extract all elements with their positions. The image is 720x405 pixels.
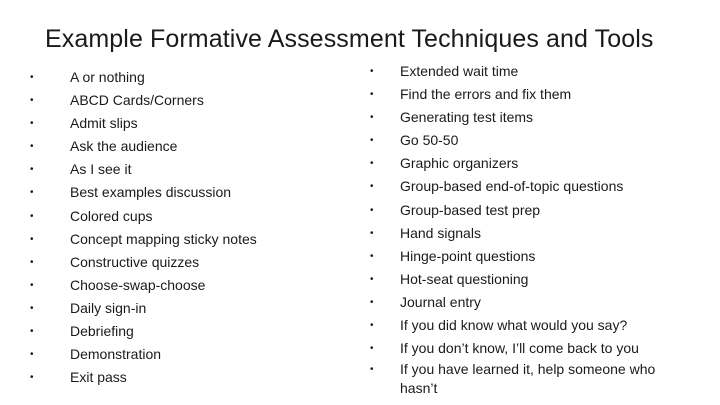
slide-title: Example Formative Assessment Techniques and Tools — [45, 25, 654, 53]
list-item — [30, 158, 340, 181]
list-item-label: Hot-seat questioning — [400, 270, 529, 287]
list-item-label: Hinge-point questions — [400, 247, 536, 264]
list-item — [30, 274, 340, 297]
list-item-label: Journal entry — [400, 293, 481, 310]
list-item-label: Admit slips — [70, 115, 138, 132]
bullet-icon: • — [30, 279, 34, 291]
list-item — [370, 175, 700, 198]
list-item — [370, 314, 700, 337]
list-item — [30, 320, 340, 343]
left-bullet-list — [30, 66, 340, 389]
bullet-icon: • — [30, 372, 34, 384]
list-item — [370, 222, 700, 245]
bullet-icon: • — [370, 273, 374, 285]
list-item-label: As I see it — [70, 161, 132, 178]
bullet-icon: • — [30, 302, 34, 314]
bullet-icon: • — [370, 204, 374, 216]
list-item — [30, 181, 340, 204]
bullet-icon: • — [370, 158, 374, 170]
list-item-label: Colored cups — [70, 207, 153, 224]
list-item — [30, 205, 340, 228]
list-item-label: Debriefing — [70, 323, 134, 340]
list-item — [370, 360, 700, 398]
list-item-label: Hand signals — [400, 224, 481, 241]
bullet-icon: • — [30, 256, 34, 268]
bullet-icon: • — [370, 227, 374, 239]
bullet-icon: • — [30, 118, 34, 130]
list-item-label: Group-based end-of-topic questions — [400, 178, 624, 195]
bullet-icon: • — [30, 187, 34, 199]
bullet-icon: • — [370, 250, 374, 262]
list-item-label: Ask the audience — [70, 138, 178, 155]
bullet-icon: • — [30, 72, 34, 83]
list-item-label: Daily sign-in — [70, 299, 147, 316]
list-item-label: Generating test items — [400, 109, 534, 126]
bullet-icon: • — [30, 164, 34, 176]
list-item — [30, 343, 340, 366]
list-item — [370, 106, 700, 129]
list-item — [370, 152, 700, 175]
list-item — [30, 135, 340, 158]
list-item-label: A or nothing — [70, 69, 145, 85]
bullet-icon: • — [30, 233, 34, 245]
list-item-label: Best examples discussion — [70, 184, 232, 201]
bullet-icon: • — [370, 89, 374, 101]
list-item — [370, 268, 700, 291]
list-item — [30, 66, 340, 89]
list-item — [30, 366, 340, 389]
list-item-label: Exit pass — [70, 369, 127, 386]
bullet-icon: • — [30, 210, 34, 222]
list-item — [370, 337, 700, 360]
list-item — [30, 112, 340, 135]
list-item-label: If you don’t know, I’ll come back to you — [400, 340, 639, 357]
bullet-icon: • — [370, 320, 374, 332]
bullet-icon: • — [370, 181, 374, 193]
list-item — [370, 245, 700, 268]
list-item-label: If you have learned it, help someone who hasn’t — [400, 361, 656, 397]
list-item — [30, 228, 340, 251]
list-item-label: ABCD Cards/Corners — [70, 92, 204, 109]
list-item — [370, 291, 700, 314]
list-item — [370, 83, 700, 106]
list-item-label: Demonstration — [70, 346, 162, 363]
bullet-icon: • — [30, 326, 34, 338]
list-item — [30, 297, 340, 320]
bullet-icon: • — [370, 296, 374, 308]
bullet-icon: • — [370, 343, 374, 355]
list-item-label: Choose-swap-choose — [70, 276, 206, 293]
bullet-icon: • — [370, 364, 374, 376]
list-item-label: Go 50-50 — [400, 132, 459, 149]
list-item-label: Constructive quizzes — [70, 253, 200, 270]
list-item — [370, 199, 700, 222]
list-item-label: Graphic organizers — [400, 155, 519, 172]
right-bullet-list — [370, 60, 700, 398]
list-item-label: If you did know what would you say? — [400, 317, 628, 334]
list-item-label: Group-based test prep — [400, 201, 541, 218]
bullet-icon: • — [370, 135, 374, 147]
bullet-icon: • — [30, 349, 34, 361]
list-item-label: Find the errors and fix them — [400, 86, 572, 103]
bullet-icon: • — [370, 66, 374, 77]
list-item — [370, 60, 700, 83]
list-item — [30, 89, 340, 112]
list-item — [30, 251, 340, 274]
bullet-icon: • — [370, 112, 374, 124]
list-item — [370, 129, 700, 152]
list-item-label: Extended wait time — [400, 63, 519, 79]
bullet-icon: • — [30, 95, 34, 107]
bullet-icon: • — [30, 141, 34, 153]
list-item-label: Concept mapping sticky notes — [70, 230, 257, 247]
